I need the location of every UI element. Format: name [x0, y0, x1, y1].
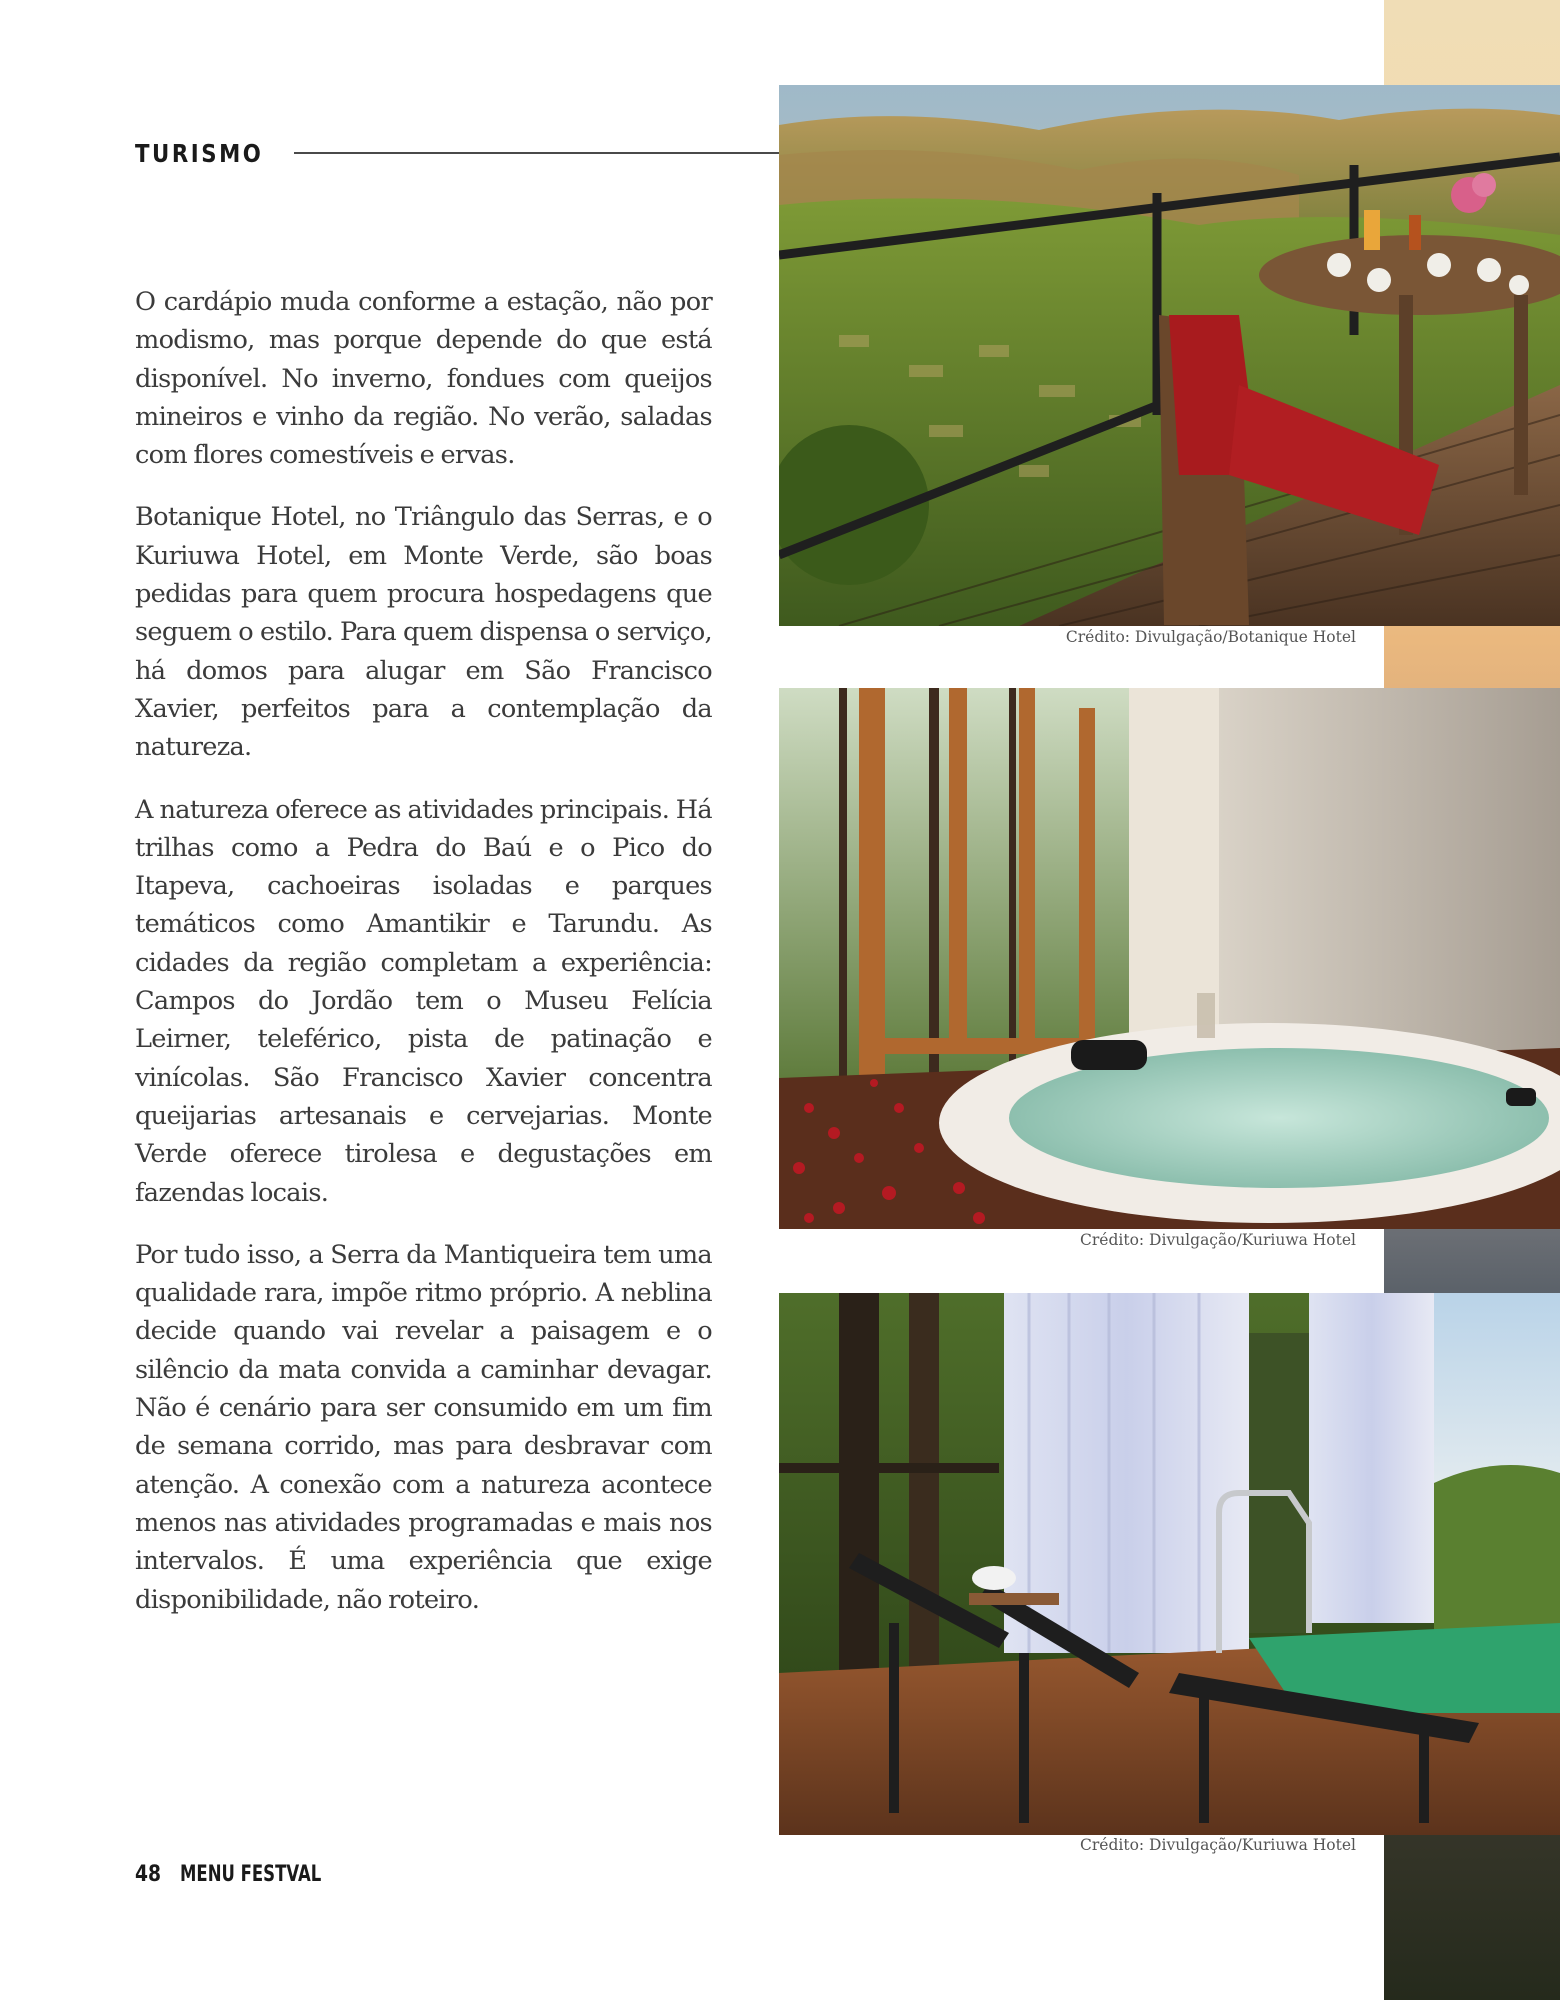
article-paragraph-1: O cardápio muda conforme a estação, não por modismo, mas porque depende do que está disponível. No inverno, fondues com queijos mineiros e vinho da região. No verão, saladas com flores comestíveis e ervas.	[135, 287, 712, 471]
article-paragraph-4: Por tudo isso, a Serra da Mantiqueira tem uma qualidade rara, impõe ritmo próprio. A neblina decide quando vai revelar a paisagem e o silêncio da mata convida a caminhar devagar. Não é cenário para ser consumido em um fim de semana corrido, mas para desbravar com atenção. A conexão com a natureza acontece menos nas atividades programadas e mais nos intervalos. É uma experiência que exige disponibilidade, não roteiro.	[135, 1239, 712, 1615]
section-rule	[294, 152, 780, 154]
photo-credit-1: Crédito: Divulgação/Botanique Hotel	[1065, 628, 1356, 646]
section-header	[135, 136, 780, 170]
article-body	[135, 283, 712, 1643]
photo-balcony-mountain-view	[779, 85, 1560, 626]
photo-deck-illustration	[779, 1293, 1560, 1835]
publication-name: MENU FESTVAL	[179, 1862, 321, 1887]
page-number: 48	[135, 1862, 162, 1887]
section-label: TURISMO	[135, 138, 264, 168]
article-paragraph-3: A natureza oferece as atividades principais. Há trilhas como a Pedra do Baú e o Pico do Itapeva, cachoeiras isoladas e parques temáticos como Amantikir e Tarundu. As cidades da região completam a experiência: Campos do Jordão tem o Museu Felícia Leirner, teleférico, pista de patinação e vinícolas. São Francisco Xavier concentra queijarias artesanais e cervejarias. Monte Verde oferece tirolesa e degustações em fazendas locais.	[135, 794, 712, 1208]
article-paragraph-2: Botanique Hotel, no Triângulo das Serras, e o Kuriuwa Hotel, em Monte Verde, são boas pedidas para quem procura hospedagens que seguem o estilo. Para quem dispensa o serviço, há domos para alugar em São Francisco Xavier, perfeitos para a contemplação da natureza.	[135, 502, 712, 763]
photo-credit-3: Crédito: Divulgação/Kuriuwa Hotel	[1080, 1836, 1356, 1854]
photo-balcony-illustration	[779, 85, 1560, 626]
photo-deck-pool	[779, 1293, 1560, 1835]
photo-credit-2: Crédito: Divulgação/Kuriuwa Hotel	[1080, 1231, 1356, 1249]
photo-jacuzzi-illustration	[779, 688, 1560, 1229]
photo-jacuzzi-room	[779, 688, 1560, 1229]
page-footer	[135, 1862, 368, 1887]
